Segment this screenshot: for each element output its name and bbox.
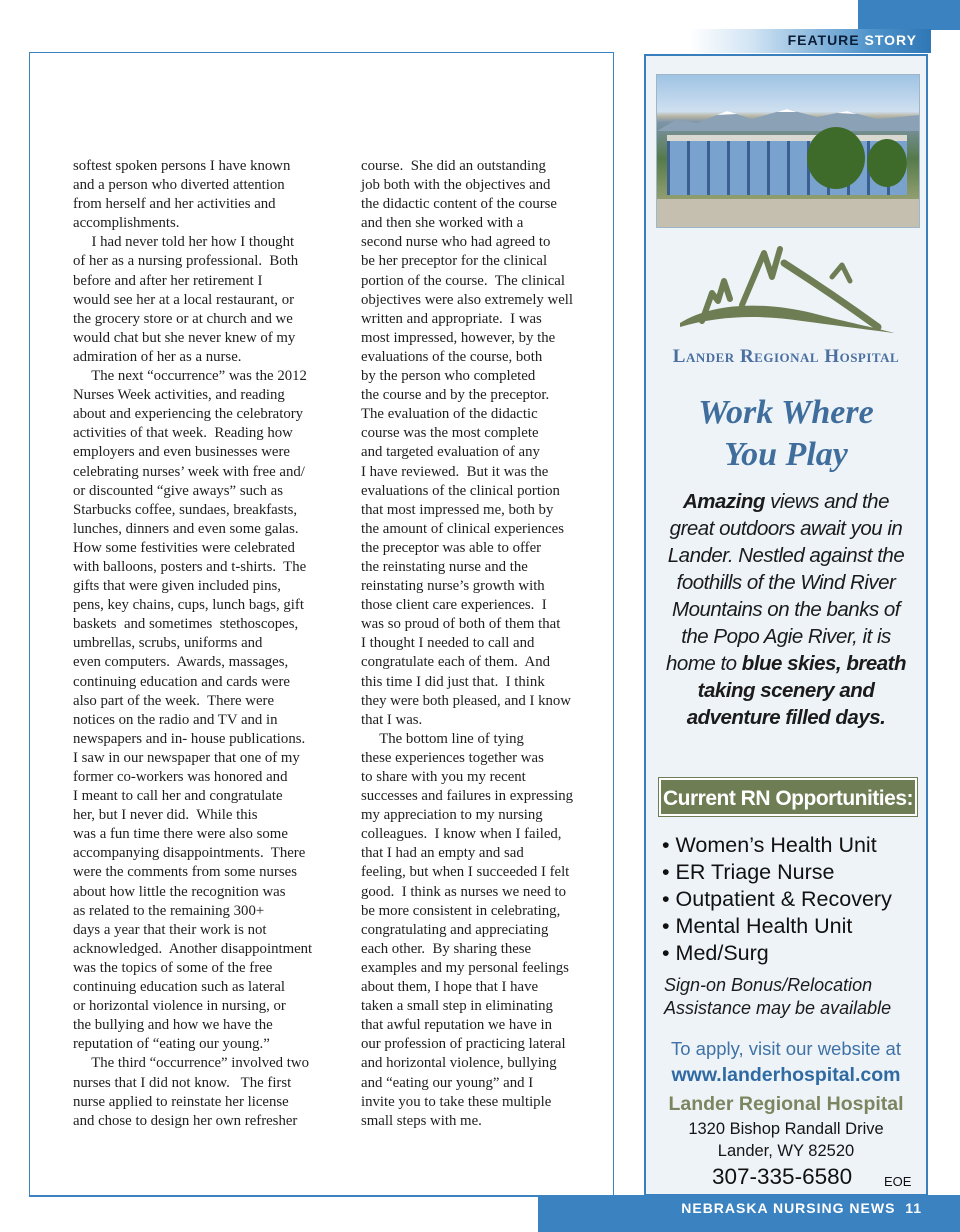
pitch-body: views and the great outdoors await you in Lander. Nestled against the foothills of the Wind River Mountains on the banks of the Popo Agie River, it is home to xyxy=(666,490,905,675)
list-item: • Women’s Health Unit xyxy=(662,832,892,859)
article-column-right xyxy=(361,157,573,1131)
article-line: written and appropriate. I was xyxy=(361,310,542,327)
article-line: of her as a nursing professional. Both xyxy=(73,253,299,270)
hospital-logo-mark xyxy=(672,241,902,341)
article-line: or horizontal violence in nursing, or xyxy=(73,998,286,1015)
article-line: The bottom line of tying xyxy=(361,730,524,747)
article-line: and horizontal violence, bullying xyxy=(361,1055,557,1072)
article-line: I had never told her how I thought xyxy=(73,234,295,251)
article-line: from herself and her activities and xyxy=(73,196,276,213)
article-line: as related to the remaining 300+ xyxy=(73,902,265,919)
article-line: invite you to take these multiple xyxy=(361,1093,552,1110)
article-line: objectives were also extremely well xyxy=(361,291,574,308)
article-line: was the topics of some of the free xyxy=(73,959,273,976)
article-line: this time I did just that. I think xyxy=(361,673,545,690)
section-header-band xyxy=(690,29,931,53)
article-line: and targeted evaluation of any xyxy=(361,444,540,461)
opportunities-list xyxy=(662,832,892,967)
article-line: be more consistent in celebrating, xyxy=(361,902,561,919)
article-line: former co-workers was honored and xyxy=(73,769,288,785)
eoe-label: EOE xyxy=(884,1174,912,1189)
list-item: • ER Triage Nurse xyxy=(662,859,892,886)
article-line: even computers. Awards, massages, xyxy=(73,654,289,671)
article-line: and then she worked with a xyxy=(361,215,524,232)
article-line: and a person who diverted attention xyxy=(73,177,285,194)
article-line: that awful reputation we have in xyxy=(361,1017,553,1034)
list-item: • Mental Health Unit xyxy=(662,913,892,940)
article-line: the preceptor was able to offer xyxy=(361,539,542,556)
website-link[interactable]: www.landerhospital.com xyxy=(671,1064,901,1086)
article-line: nurses that I did not know. The first xyxy=(73,1074,292,1091)
article-line: job both with the objectives and xyxy=(361,177,551,194)
sign-on-bonus-note xyxy=(664,974,891,1020)
mountains-graphic xyxy=(657,105,920,131)
article-line: portion of the course. The clinical xyxy=(361,272,565,289)
article-column-left xyxy=(73,157,312,1131)
article-line: I meant to call her and congratulate xyxy=(73,788,283,805)
article-line: and “eating our young” and I xyxy=(361,1074,534,1091)
article-line: Nurses Week activities, and reading xyxy=(73,387,285,404)
article-line: they were both pleased, and I know xyxy=(361,692,571,709)
page-footer xyxy=(538,1195,960,1232)
article-line: softest spoken persons I have known xyxy=(73,158,291,174)
article-line: I have reviewed. But it was the xyxy=(361,463,549,480)
article-line: reinstating nurse’s growth with xyxy=(361,578,545,595)
article-line: accomplishments. xyxy=(73,215,180,232)
opportunities-heading: Current RN Opportunities: xyxy=(659,778,917,816)
article-line: that most impressed me, both by xyxy=(361,501,554,518)
article-line: were the comments from some nurses xyxy=(73,864,297,881)
article-line: lunches, dinners and even some galas. xyxy=(73,520,299,537)
article-line: The next “occurrence” was the 2012 xyxy=(73,368,307,385)
article-line: the grocery store or at church and we xyxy=(73,310,293,327)
hospital-advertisement xyxy=(644,54,928,1196)
hospital-name: Lander Regional Hospital xyxy=(672,346,900,367)
article-line: examples and my personal feelings xyxy=(361,959,569,976)
article-frame-bottom-rule xyxy=(29,1195,538,1197)
article-line: congratulate each of them. And xyxy=(361,654,550,671)
article-line: employers and even businesses were xyxy=(73,444,290,461)
tagline-line-2: You Play xyxy=(724,436,848,473)
article-line: pens, key chains, cups, lunch bags, gift xyxy=(73,597,304,614)
article-line: taken a small step in eliminating xyxy=(361,998,553,1015)
sign-on-line-2: Assistance may be available xyxy=(664,998,892,1018)
article-line: newspapers and in- house publications. xyxy=(73,730,306,747)
article-line: evaluations of the course, both xyxy=(361,348,543,365)
article-line: our profession of practicing lateral xyxy=(361,1036,566,1053)
page-number: 11 xyxy=(905,1200,922,1216)
article-line: or discounted “give aways” such as xyxy=(73,482,283,499)
article-line: accompanying disappointments. There xyxy=(73,845,306,862)
article-line: course was the most complete xyxy=(361,425,539,442)
address-line-2: Lander, WY 82520 xyxy=(717,1142,855,1160)
article-line: reputation of “eating our young.” xyxy=(73,1036,270,1053)
article-line: acknowledged. Another disappointment xyxy=(73,940,313,957)
article-line: gifts that were given included pins, xyxy=(73,578,281,595)
article-line: nurse applied to reinstate her license xyxy=(73,1093,289,1110)
section-label-story: STORY xyxy=(859,32,917,48)
article-line: congratulating and appreciating xyxy=(361,921,549,938)
article-line: How some festivities were celebrated xyxy=(73,539,295,556)
tagline-line-1: Work Where xyxy=(698,394,874,431)
article-line: evaluations of the clinical portion xyxy=(361,482,560,499)
article-line: each other. By sharing these xyxy=(361,940,532,957)
article-line: course. She did an outstanding xyxy=(361,158,546,174)
article-line: feeling, but when I succeeded I felt xyxy=(361,864,570,881)
article-line: continuing education and cards were xyxy=(73,673,290,690)
header-corner-block xyxy=(858,0,960,30)
article-line: baskets and sometimes stethoscopes, xyxy=(73,616,299,633)
article-line: the bullying and how we have the xyxy=(73,1017,273,1034)
article-line: days a year that their work is not xyxy=(73,921,267,938)
article-line: successes and failures in expressing xyxy=(361,788,574,805)
article-line: second nurse who had agreed to xyxy=(361,234,551,251)
article-line: the reinstating nurse and the xyxy=(361,558,528,575)
article-line: small steps with me. xyxy=(361,1112,482,1129)
article-line: celebrating nurses’ week with free and/ xyxy=(73,463,305,480)
article-line: I thought I needed to call and xyxy=(361,635,535,652)
address-line-1: 1320 Bishop Randall Drive xyxy=(688,1120,884,1138)
article-line: about how little the recognition was xyxy=(73,883,286,900)
list-item: • Med/Surg xyxy=(662,940,892,967)
tree xyxy=(867,139,907,187)
article-line: colleagues. I know when I failed, xyxy=(361,826,562,843)
article-line: would see her at a local restaurant, or xyxy=(73,291,295,308)
article-line: that I had an empty and sad xyxy=(361,845,524,862)
section-label-feature: FEATURE xyxy=(787,32,860,48)
tree xyxy=(807,127,865,189)
apply-instructions: To apply, visit our website at xyxy=(671,1038,901,1059)
article-line: and chose to design her own refresher xyxy=(73,1112,298,1129)
article-line: these experiences together was xyxy=(361,749,544,766)
article-line: would chat but she never knew of my xyxy=(73,329,296,346)
section-label xyxy=(788,32,917,48)
article-line: was a fun time there were also some xyxy=(73,826,288,843)
article-line: the didactic content of the course xyxy=(361,196,557,213)
phone-number: 307-335-6580 xyxy=(712,1164,853,1189)
pitch-highlight: blue skies, breath taking scenery and adventure filled days. xyxy=(686,652,906,729)
article-line: The third “occurrence” involved two xyxy=(73,1055,309,1072)
article-line: by the person who completed xyxy=(361,368,536,385)
sign-on-line-1: Sign-on Bonus/Relocation xyxy=(664,975,873,995)
article-line: continuing education such as lateral xyxy=(73,979,286,996)
parking-lot xyxy=(657,199,920,228)
hospital-photo xyxy=(656,74,920,228)
article-line: I saw in our newspaper that one of my xyxy=(73,749,300,766)
organization-name: Lander Regional Hospital xyxy=(668,1093,904,1115)
article-line: umbrellas, scrubs, uniforms and xyxy=(73,635,263,652)
article-line: with balloons, posters and t-shirts. The xyxy=(73,558,307,575)
article-line: my appreciation to my nursing xyxy=(361,807,543,824)
footer-text xyxy=(681,1200,922,1216)
article-line: to share with you my recent xyxy=(361,769,526,785)
article-line: notices on the radio and TV and in xyxy=(73,711,278,728)
article-line: about them, I hope that I have xyxy=(361,979,539,996)
publication-name: NEBRASKA NURSING NEWS xyxy=(681,1200,896,1216)
article-line: Starbucks coffee, sundaes, breakfasts, xyxy=(73,501,298,518)
article-line: the course and by the preceptor. xyxy=(361,387,550,404)
article-line: also part of the week. There were xyxy=(73,692,275,709)
article-line: her, but I never did. While this xyxy=(73,807,258,824)
pitch-amazing: Amazing xyxy=(683,490,765,513)
ad-pitch-text xyxy=(660,488,912,731)
article-line: good. I think as nurses we need to xyxy=(361,883,567,900)
article-line: about and experiencing the celebratory xyxy=(73,406,304,423)
article-line: the amount of clinical experiences xyxy=(361,520,564,537)
article-line: The evaluation of the didactic xyxy=(361,406,538,423)
article-line: was so proud of both of them that xyxy=(361,616,561,633)
article-line: that I was. xyxy=(361,711,423,728)
article-line: activities of that week. Reading how xyxy=(73,425,293,442)
article-line: be her preceptor for the clinical xyxy=(361,253,548,270)
article-line: most impressed, however, by the xyxy=(361,329,556,346)
article-line: admiration of her as a nurse. xyxy=(73,348,242,365)
list-item: • Outpatient & Recovery xyxy=(662,886,892,913)
article-line: those client care experiences. I xyxy=(361,597,547,614)
article-line: before and after her retirement I xyxy=(73,272,263,289)
